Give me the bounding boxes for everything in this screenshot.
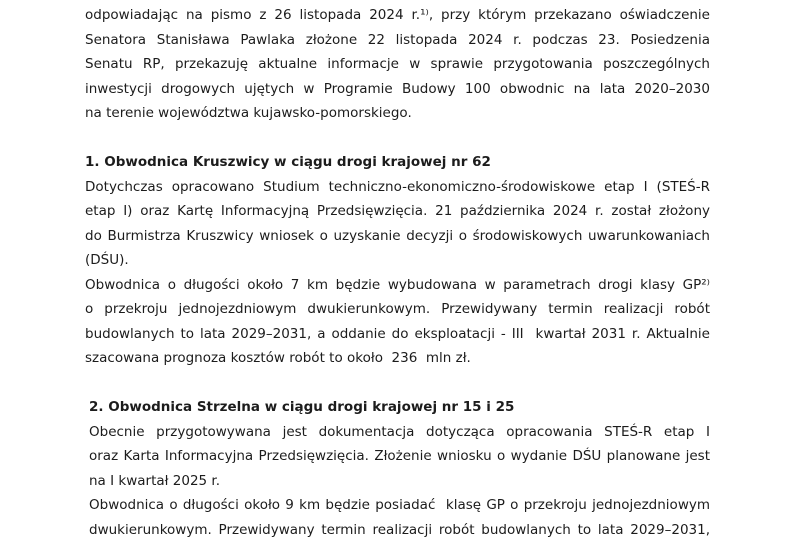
text-line: Dotychczas opracowano Studium techniczno-ekonomiczno-środowiskowe etap I (STEŚ-R [85, 178, 710, 195]
text-line: na I kwartał 2025 r. [89, 472, 221, 489]
text-line: Senatora Stanisława Pawlaka złożone 22 listopada 2024 r. podczas 23. Posiedzenia [85, 31, 710, 48]
intro-paragraph [85, 3, 710, 126]
section-2-paragraph-2 [89, 493, 710, 542]
section-2 [85, 395, 710, 542]
section-1-paragraph-1 [85, 175, 710, 273]
text-line: Obwodnica o długości około 9 km będzie posiadać klasę GP o przekroju jednojezdniowym [89, 497, 710, 513]
text-line: dwukierunkowym. Przewidywany termin realizacji robót budowlanych to lata 2029–2031, [89, 521, 710, 538]
text-line: na terenie województwa kujawsko-pomorskiego. [85, 105, 412, 121]
section-1-heading: 1. Obwodnica Kruszwicy w ciągu drogi krajowej nr 62 [85, 154, 491, 170]
text-line: Obwodnica o długości około 7 km będzie wybudowana w parametrach drogi klasy GP²⁾ [85, 276, 710, 293]
text-line: Obecnie przygotowywana jest dokumentacja dotycząca opracowania STEŚ-R etap I [89, 423, 710, 440]
text-line: o przekroju jednojezdniowym dwukierunkowym. Przewidywany termin realizacji robót [85, 301, 710, 317]
text-line: Senatu RP, przekazuję aktualne informacje w sprawie przygotowania poszczególnych [85, 56, 710, 72]
section-1-paragraph-2 [85, 273, 710, 371]
text-line: do Burmistrza Kruszwicy wniosek o uzyskanie decyzji o środowiskowych uwarunkowaniach [85, 227, 710, 244]
text-line: szacowana prognoza kosztów robót to około 236 mln zł. [85, 350, 471, 366]
text-line: etap I) oraz Kartę Informacyjną Przedsięwzięcia. 21 października 2024 r. został złożony [85, 203, 710, 219]
text-line: inwestycji drogowych ujętych w Programie Budowy 100 obwodnic na lata 2020–2030 [85, 80, 710, 97]
text-line: (DŚU). [85, 252, 129, 268]
section-2-heading: 2. Obwodnica Strzelna w ciągu drogi krajowej nr 15 i 25 [89, 399, 515, 415]
text-column [85, 0, 710, 542]
blank-line [85, 371, 710, 396]
blank-line [85, 126, 710, 151]
text-line: budowlanych to lata 2029–2031, a oddanie do eksploatacji - III kwartał 2031 r. Aktualnie [85, 325, 710, 342]
section-2-paragraph-1 [89, 420, 710, 494]
text-line: odpowiadając na pismo z 26 listopada 2024 r.¹⁾, przy którym przekazano oświadczenie [85, 7, 710, 23]
text-line: oraz Karta Informacyjna Przedsięwzięcia. Złożenie wniosku o wydanie DŚU planowane jest [89, 448, 710, 464]
